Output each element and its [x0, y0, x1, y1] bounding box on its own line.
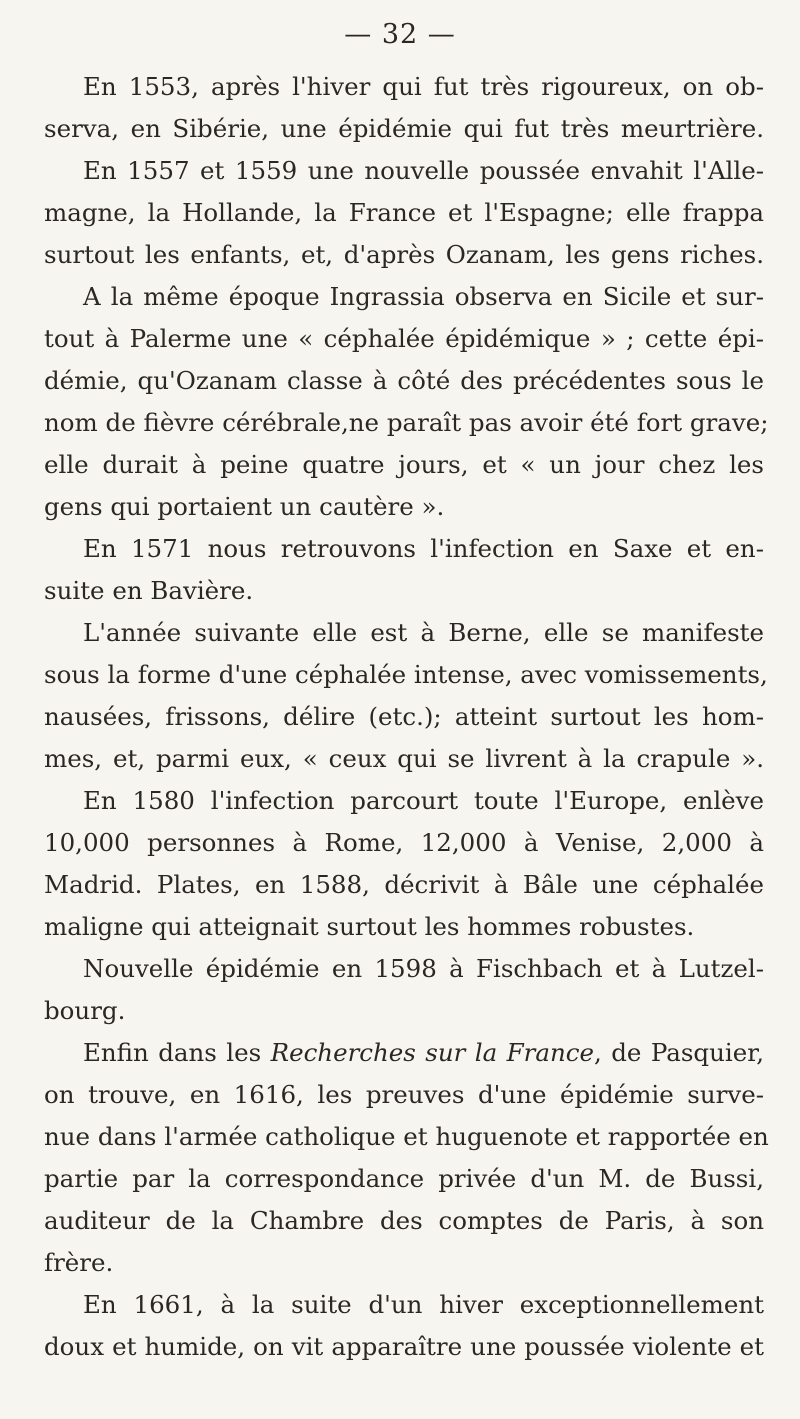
- book-title: Recherches sur la France: [270, 1038, 594, 1067]
- text-line: démie, qu'Ozanam classe à côté des précédentes sous le: [44, 366, 764, 395]
- text-line: on trouve, en 1616, les preuves d'une épidémie surve-: [44, 1080, 764, 1109]
- text-line: Madrid. Plates, en 1588, décrivit à Bâle une céphalée: [44, 870, 764, 899]
- text-line: frère.: [44, 1248, 114, 1277]
- page-number: — 32 —: [344, 19, 456, 50]
- text-line: sous la forme d'une céphalée intense, avec vomissements,: [44, 660, 768, 689]
- text-line: mes, et, parmi eux, « ceux qui se livrent à la crapule ».: [44, 744, 764, 773]
- text-line-with-title: [44, 1032, 764, 1074]
- text-line: L'année suivante elle est à Berne, elle se manifeste: [83, 618, 764, 647]
- text-line: nue dans l'armée catholique et huguenote et rapportée en: [44, 1122, 769, 1151]
- text-line: nausées, frissons, délire (etc.); atteint surtout les hom-: [44, 702, 764, 731]
- text-line: serva, en Sibérie, une épidémie qui fut très meurtrière.: [44, 114, 764, 143]
- text-line: A la même époque Ingrassia observa en Sicile et sur-: [83, 282, 764, 311]
- text-line: En 1557 et 1559 une nouvelle poussée envahit l'Alle-: [83, 156, 764, 185]
- text-line: auditeur de la Chambre des comptes de Paris, à son: [44, 1206, 764, 1235]
- text-line: En 1661, à la suite d'un hiver exceptionnellement: [83, 1290, 764, 1319]
- text-segment: , de Pasquier,: [594, 1038, 765, 1067]
- text-line: surtout les enfants, et, d'après Ozanam, les gens riches.: [44, 240, 764, 269]
- text-line: 10,000 personnes à Rome, 12,000 à Venise, 2,000 à: [44, 828, 764, 857]
- text-line: Nouvelle épidémie en 1598 à Fischbach et à Lutzel-: [83, 954, 764, 983]
- text-line: En 1553, après l'hiver qui fut très rigoureux, on ob-: [83, 72, 764, 101]
- text-line: elle durait à peine quatre jours, et « un jour chez les: [44, 450, 764, 479]
- text-line: partie par la correspondance privée d'un M. de Bussi,: [44, 1164, 764, 1193]
- text-line: magne, la Hollande, la France et l'Espagne; elle frappa: [44, 198, 764, 227]
- text-line: nom de fièvre cérébrale,ne paraît pas avoir été fort grave;: [44, 408, 769, 437]
- text-line: doux et humide, on vit apparaître une poussée violente et: [44, 1332, 764, 1361]
- text-line: gens qui portaient un cautère ».: [44, 492, 445, 521]
- text-line: suite en Bavière.: [44, 576, 254, 605]
- text-line: maligne qui atteignait surtout les hommes robustes.: [44, 912, 695, 941]
- text-segment: Enfin dans les: [83, 1038, 271, 1067]
- text-line: En 1571 nous retrouvons l'infection en Saxe et en-: [83, 534, 764, 563]
- text-line: bourg.: [44, 996, 126, 1025]
- text-line: tout à Palerme une « céphalée épidémique » ; cette épi-: [44, 324, 764, 353]
- text-line: En 1580 l'infection parcourt toute l'Europe, enlève: [83, 786, 764, 815]
- body-text: [44, 66, 769, 1368]
